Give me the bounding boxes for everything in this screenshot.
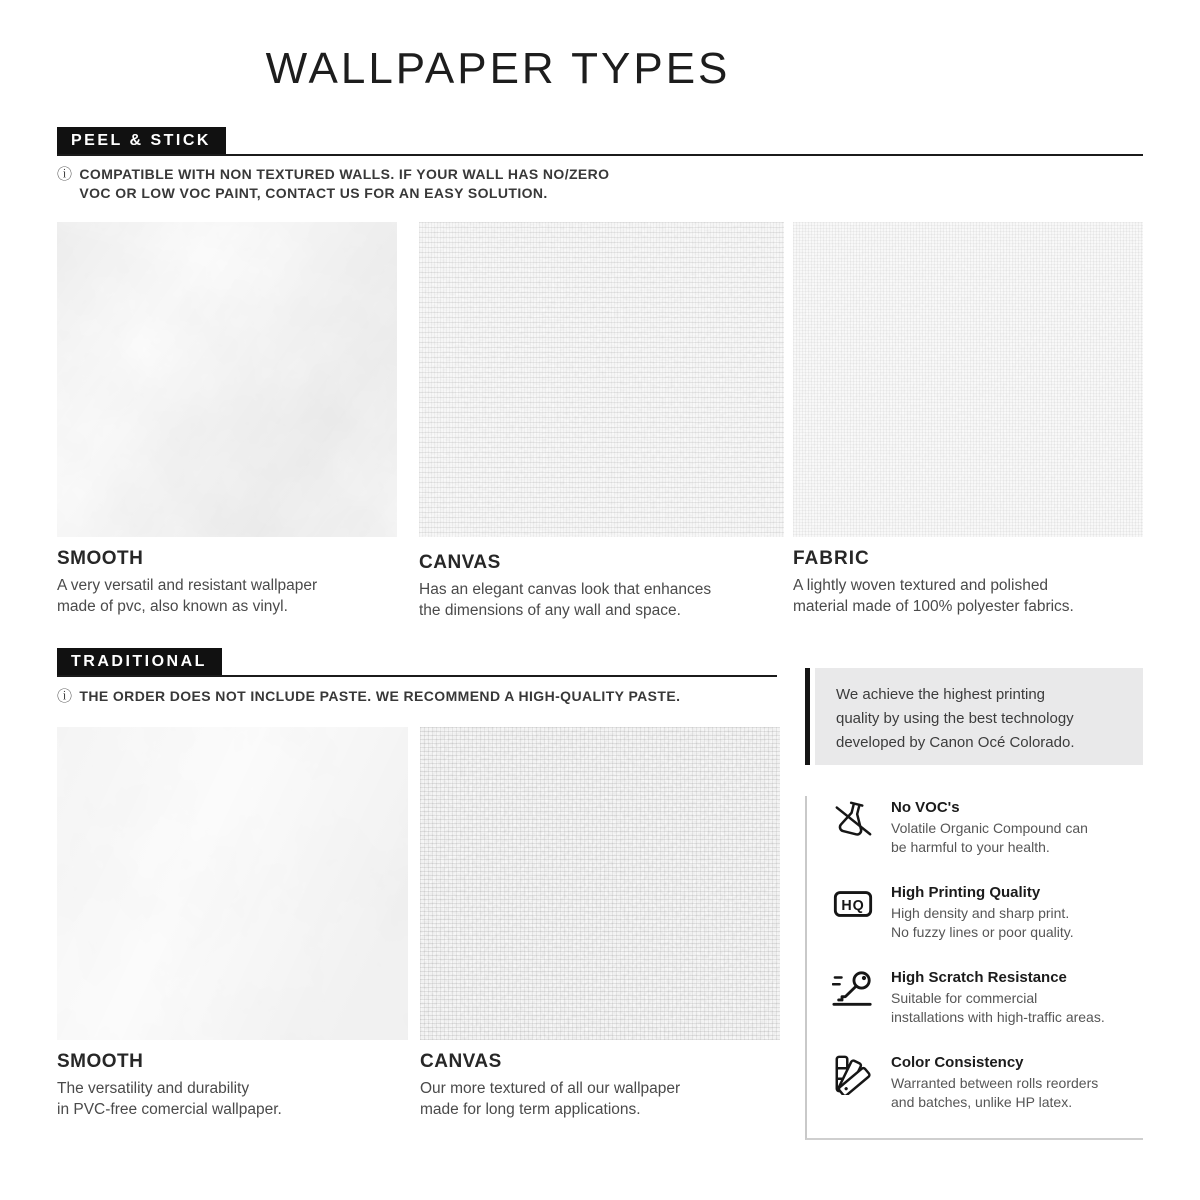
texture-swatch-fabric bbox=[793, 222, 1143, 537]
canvas-texture-weave bbox=[419, 222, 784, 537]
quality-features-list bbox=[805, 796, 1143, 1140]
texture-swatch-canvas bbox=[420, 727, 780, 1040]
swatch-name: SMOOTH bbox=[57, 1051, 144, 1072]
feature-line: be harmful to your health. bbox=[891, 839, 1050, 855]
color-swatches-icon bbox=[832, 1053, 874, 1095]
fabric-texture-weave bbox=[793, 222, 1143, 537]
desc-line: in PVC-free comercial wallpaper. bbox=[57, 1101, 282, 1118]
quality-statement-panel bbox=[815, 668, 1143, 765]
texture-swatch-smooth bbox=[57, 222, 397, 537]
feature-color-consistency bbox=[832, 1053, 1143, 1112]
swatch-name: FABRIC bbox=[793, 548, 870, 569]
swatch-card-peel-fabric bbox=[793, 222, 1143, 617]
quality-statement-line: We achieve the highest printing bbox=[836, 686, 1046, 703]
feature-title: No VOC's bbox=[891, 799, 960, 816]
desc-line: material made of 100% polyester fabrics. bbox=[793, 598, 1074, 615]
feature-text bbox=[891, 883, 1074, 942]
feature-no-voc bbox=[832, 798, 1143, 857]
feature-text bbox=[891, 1053, 1098, 1112]
note-line: VOC OR LOW VOC PAINT, CONTACT US FOR AN EASY SOLUTION. bbox=[79, 185, 548, 201]
feature-high-scratch-resistance bbox=[832, 968, 1143, 1027]
desc-line: A very versatil and resistant wallpaper bbox=[57, 577, 318, 594]
desc-line: made of pvc, also known as vinyl. bbox=[57, 598, 288, 615]
feature-line: Volatile Organic Compound can bbox=[891, 820, 1088, 836]
swatch-name: CANVAS bbox=[419, 552, 501, 573]
desc-line: Has an elegant canvas look that enhances bbox=[419, 581, 712, 598]
texture-swatch-smooth bbox=[57, 727, 408, 1040]
feature-line: installations with high-traffic areas. bbox=[891, 1009, 1105, 1025]
feature-title: Color Consistency bbox=[891, 1054, 1024, 1071]
section-label-traditional: TRADITIONAL bbox=[57, 648, 222, 675]
swatch-description bbox=[793, 575, 1143, 617]
quality-accent-bar bbox=[805, 668, 810, 765]
swatch-description bbox=[419, 579, 784, 621]
texture-swatch-canvas bbox=[419, 222, 784, 537]
desc-line: Our more textured of all our wallpaper bbox=[420, 1080, 681, 1097]
section-label-peel-stick: PEEL & STICK bbox=[57, 127, 226, 154]
key-scratch-icon bbox=[832, 968, 874, 1010]
feature-line: Warranted between rolls reorders bbox=[891, 1075, 1099, 1091]
quality-statement-box bbox=[805, 668, 1143, 765]
burlap-texture-weave bbox=[420, 727, 780, 1040]
swatch-card-traditional-smooth bbox=[57, 727, 408, 1120]
feature-line: Suitable for commercial bbox=[891, 990, 1038, 1006]
section-header-peel-stick bbox=[57, 127, 1143, 156]
desc-line: A lightly woven textured and polished bbox=[793, 577, 1049, 594]
feature-high-printing-quality bbox=[832, 883, 1143, 942]
traditional-note bbox=[57, 687, 680, 706]
quality-statement-line: quality by using the best technology bbox=[836, 710, 1074, 727]
feature-title: High Scratch Resistance bbox=[891, 969, 1067, 986]
feature-text bbox=[891, 798, 1088, 857]
section-header-traditional bbox=[57, 648, 777, 677]
feature-line: No fuzzy lines or poor quality. bbox=[891, 924, 1074, 940]
traditional-note-text bbox=[79, 687, 680, 706]
feature-title: High Printing Quality bbox=[891, 884, 1041, 901]
smooth-texture-shading bbox=[57, 727, 408, 1040]
feature-line: and batches, unlike HP latex. bbox=[891, 1094, 1073, 1110]
desc-line: made for long term applications. bbox=[420, 1101, 641, 1118]
desc-line: The versatility and durability bbox=[57, 1080, 250, 1097]
swatch-card-peel-smooth bbox=[57, 222, 397, 617]
feature-text bbox=[891, 968, 1105, 1027]
peel-stick-note-text bbox=[79, 165, 609, 203]
page-title: WALLPAPER TYPES bbox=[265, 44, 731, 93]
no-voc-flask-icon bbox=[832, 798, 874, 840]
desc-line: the dimensions of any wall and space. bbox=[419, 602, 681, 619]
smooth-texture-shading bbox=[57, 222, 397, 537]
hq-badge-label: HQ bbox=[841, 898, 865, 915]
swatch-description bbox=[57, 1078, 408, 1120]
info-icon: ⓘ bbox=[57, 687, 73, 705]
swatch-card-traditional-canvas bbox=[420, 727, 780, 1120]
note-line: COMPATIBLE WITH NON TEXTURED WALLS. IF YOUR WALL HAS NO/ZERO bbox=[79, 166, 610, 182]
swatch-name: SMOOTH bbox=[57, 548, 144, 569]
swatch-name: CANVAS bbox=[420, 1051, 502, 1072]
swatch-description bbox=[420, 1078, 780, 1120]
peel-stick-note bbox=[57, 165, 609, 203]
note-line: THE ORDER DOES NOT INCLUDE PASTE. WE RECOMMEND A HIGH-QUALITY PASTE. bbox=[79, 688, 681, 704]
info-icon: ⓘ bbox=[57, 165, 73, 183]
hq-badge-icon bbox=[832, 883, 874, 925]
swatch-card-peel-canvas bbox=[419, 222, 784, 621]
swatch-description bbox=[57, 575, 397, 617]
feature-line: High density and sharp print. bbox=[891, 905, 1070, 921]
quality-statement-line: developed by Canon Océ Colorado. bbox=[836, 734, 1075, 751]
